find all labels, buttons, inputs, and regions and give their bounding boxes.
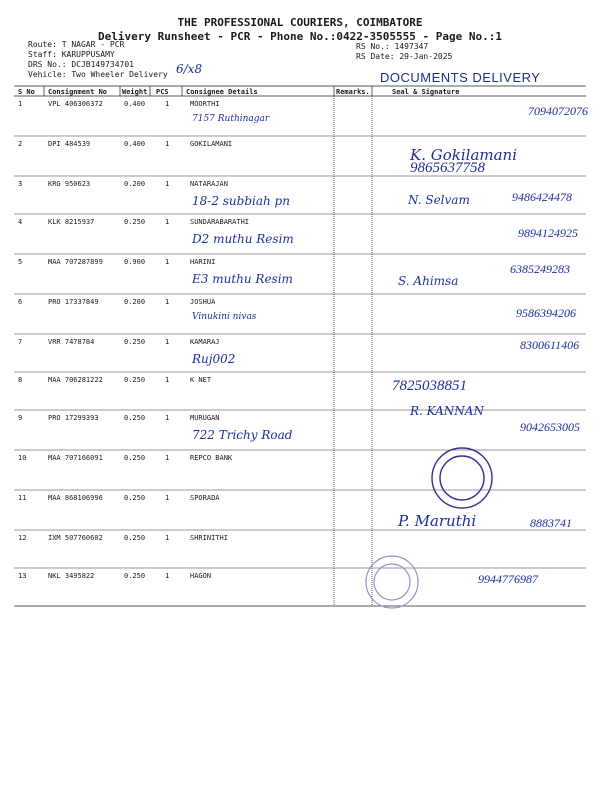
row-weight: 0.250 xyxy=(124,534,146,542)
row-weight: 0.250 xyxy=(124,414,146,422)
col-seal: Seal & Signature xyxy=(392,88,460,96)
row-phone: 9042653005 xyxy=(520,420,580,434)
signature-row-3: N. Selvam xyxy=(408,193,470,207)
row-consignee-name: SUNDARABARATHI xyxy=(190,218,250,226)
row-consignment-no: MAA 706281222 xyxy=(48,376,103,384)
row-consignee-address: 7157 Ruthinagar xyxy=(192,114,270,124)
documents-delivery-stamp: DOCUMENTS DELIVERY xyxy=(380,70,541,85)
row-consignment-no: MAA 707166091 xyxy=(48,454,103,462)
row-phone: 9586394206 xyxy=(516,306,576,320)
row-sno: 1 xyxy=(18,100,23,108)
col-weight: Weight xyxy=(122,88,148,96)
row-sno: 13 xyxy=(18,572,27,580)
row-consignment-no: VPL 406306372 xyxy=(48,100,103,108)
row-consignee-name: HAGON xyxy=(190,572,212,580)
runsheet-subtitle: Delivery Runsheet - PCR - Phone No.:0422-3505555 - Page No.:1 xyxy=(98,30,502,43)
row-consignment-no: MAA 707287899 xyxy=(48,258,103,266)
row-sno: 8 xyxy=(18,376,23,384)
row-consignee-name: JOSHUA xyxy=(190,298,216,306)
company-title: THE PROFESSIONAL COURIERS, COIMBATORE xyxy=(177,16,423,29)
row-weight: 0.250 xyxy=(124,494,146,502)
row-weight: 0.250 xyxy=(124,376,146,384)
signature-row-9: R. KANNAN xyxy=(410,404,484,418)
row-phone: 7094072076 xyxy=(528,104,588,118)
row-consignment-no: PRO 17337849 xyxy=(48,298,99,306)
row-pcs: 1 xyxy=(165,414,170,422)
row-sno: 2 xyxy=(18,140,23,148)
row-phone: 9865637758 xyxy=(410,160,485,176)
row-consignment-no: MAA 868106996 xyxy=(48,494,103,502)
col-consignee: Consignee Details xyxy=(186,88,258,96)
row-phone: 9486424478 xyxy=(512,190,572,204)
row-sno: 11 xyxy=(18,494,27,502)
row-phone: 9944776987 xyxy=(478,572,538,586)
vehicle: Vehicle: Two Wheeler Delivery xyxy=(28,70,168,79)
col-pcs: PCS xyxy=(156,88,169,96)
row-pcs: 1 xyxy=(165,454,170,462)
row-weight: 0.250 xyxy=(124,338,146,346)
col-sno: S No xyxy=(18,88,35,96)
row-consignee-name: SHRINITHI xyxy=(190,534,228,542)
drs-number: DRS No.: DCJB149734701 xyxy=(28,60,134,69)
repco-seal xyxy=(432,448,492,508)
row-weight: 0.250 xyxy=(124,454,146,462)
row-consignee-name: REPCO BANK xyxy=(190,454,233,462)
row-consignee-name: NATARAJAN xyxy=(190,180,228,188)
row-sno: 4 xyxy=(18,218,23,226)
row-weight: 0.250 xyxy=(124,572,146,580)
row-consignment-no: KLK 8215937 xyxy=(48,218,95,226)
signature-row-5: S. Ahimsa xyxy=(398,274,459,288)
row-phone: 8883741 xyxy=(530,516,572,530)
row-consignee-name: MURUGAN xyxy=(190,414,220,422)
row-pcs: 1 xyxy=(165,140,170,148)
row-consignee-address: Vinukini nivas xyxy=(192,312,257,322)
row-pcs: 1 xyxy=(165,298,170,306)
row-sno: 9 xyxy=(18,414,23,422)
row-pcs: 1 xyxy=(165,258,170,266)
row-consignee-address: E3 muthu Resim xyxy=(192,272,293,286)
row-consignee-address: Ruj002 xyxy=(192,352,236,366)
row-weight: 0.400 xyxy=(124,140,146,148)
row-consignment-no: PRO 17299393 xyxy=(48,414,99,422)
row-phone: 8300611406 xyxy=(520,338,580,352)
row-weight: 0.900 xyxy=(124,258,146,266)
row-sno: 6 xyxy=(18,298,23,306)
rs-date: RS Date: 29-Jan-2025 xyxy=(356,52,453,61)
row-pcs: 1 xyxy=(165,376,170,384)
col-remarks: Remarks. xyxy=(336,88,370,96)
row-pcs: 1 xyxy=(165,572,170,580)
row-consignee-name: HARINI xyxy=(190,258,216,266)
row-sno: 12 xyxy=(18,534,27,542)
row-sno: 3 xyxy=(18,180,23,188)
row-weight: 0.200 xyxy=(124,180,146,188)
row-consignee-address: 722 Trichy Road xyxy=(192,428,293,442)
row-consignee-name: K NET xyxy=(190,376,212,384)
col-consignment: Consignment No xyxy=(48,88,108,96)
row-sno: 7 xyxy=(18,338,23,346)
row-sno: 10 xyxy=(18,454,27,462)
rs-number: RS No.: 1497347 xyxy=(356,42,429,51)
staff: Staff: KARUPPUSAMY xyxy=(28,50,115,59)
row-weight: 0.250 xyxy=(124,218,146,226)
row-pcs: 1 xyxy=(165,494,170,502)
signature-row-11: P. Maruthi xyxy=(398,512,477,530)
row-consignee-name: GOKILAMANI xyxy=(190,140,233,148)
row-sno: 5 xyxy=(18,258,23,266)
row-phone: 6385249283 xyxy=(510,262,570,276)
row-consignee-name: SPORADA xyxy=(190,494,220,502)
row-consignee-name: KAMARAJ xyxy=(190,338,220,346)
row-pcs: 1 xyxy=(165,180,170,188)
row-consignee-address: 18-2 subbiah pn xyxy=(192,194,290,208)
row-pcs: 1 xyxy=(165,534,170,542)
row-pcs: 1 xyxy=(165,100,170,108)
row-consignment-no: NKL 3495822 xyxy=(48,572,95,580)
hagon-seal xyxy=(366,556,418,608)
count-note: 6/x8 xyxy=(176,62,203,76)
row-weight: 0.200 xyxy=(124,298,146,306)
signature-row-2: K. Gokilamani xyxy=(410,146,518,164)
row-pcs: 1 xyxy=(165,338,170,346)
row-pcs: 1 xyxy=(165,218,170,226)
row-consignment-no: IXM 507760602 xyxy=(48,534,103,542)
row-consignment-no: DPI 484539 xyxy=(48,140,91,148)
row-weight: 0.400 xyxy=(124,100,146,108)
row-phone: 7825038851 xyxy=(392,378,467,394)
row-consignment-no: KRG 950623 xyxy=(48,180,91,188)
row-consignee-name: MOORTHI xyxy=(190,100,220,108)
row-phone: 9894124925 xyxy=(518,226,578,240)
row-consignment-no: VRR 7478784 xyxy=(48,338,95,346)
row-consignee-address: D2 muthu Resim xyxy=(192,232,294,246)
route: Route: T NAGAR - PCR xyxy=(28,40,125,49)
